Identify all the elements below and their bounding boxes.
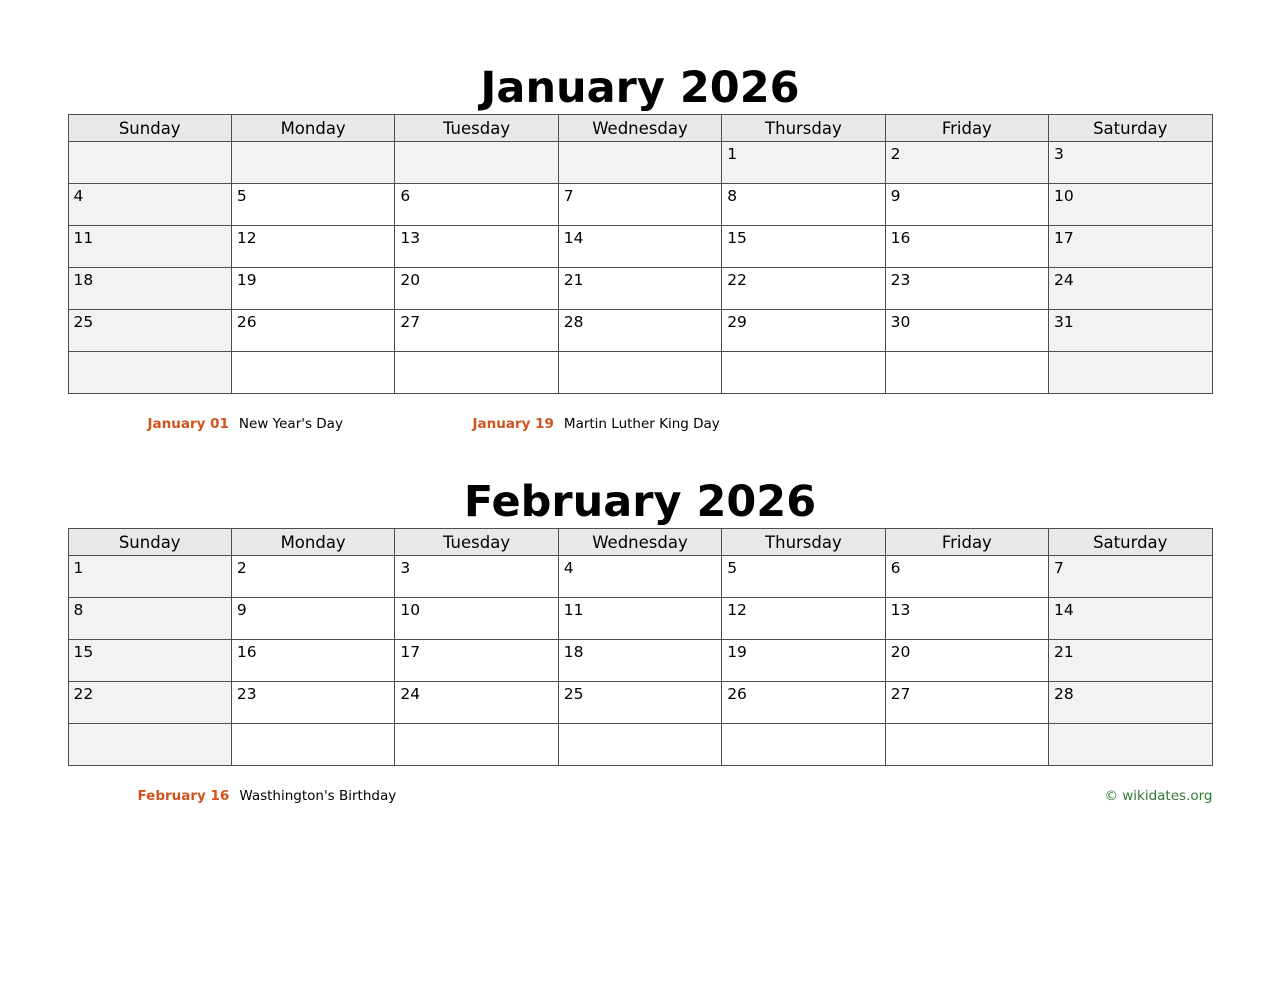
day-cell[interactable]: 21 (1049, 640, 1212, 682)
holiday-name: New Year's Day (238, 416, 343, 432)
day-cell[interactable]: 25 (68, 310, 231, 352)
day-cell[interactable] (68, 352, 231, 394)
day-cell[interactable]: 18 (558, 640, 721, 682)
calendar-wrapper-february (68, 528, 1213, 766)
day-cell[interactable]: 30 (885, 310, 1048, 352)
weekday-header-row (68, 115, 1212, 142)
calendar-week-row (68, 226, 1212, 268)
day-cell[interactable]: 6 (395, 184, 558, 226)
day-cell[interactable]: 26 (722, 682, 885, 724)
day-cell[interactable]: 28 (1049, 682, 1212, 724)
day-cell[interactable]: 16 (885, 226, 1048, 268)
day-cell[interactable]: 5 (231, 184, 394, 226)
day-cell[interactable]: 13 (395, 226, 558, 268)
day-cell[interactable]: 11 (558, 598, 721, 640)
day-cell[interactable]: 15 (722, 226, 885, 268)
day-cell[interactable]: 23 (885, 268, 1048, 310)
day-cell[interactable]: 9 (885, 184, 1048, 226)
day-cell[interactable] (885, 352, 1048, 394)
calendar-table-february (68, 528, 1213, 766)
holiday-name: Martin Luther King Day (563, 416, 720, 432)
weekday-header-saturday: Saturday (1049, 115, 1212, 142)
day-cell[interactable]: 19 (722, 640, 885, 682)
month-block-february (0, 446, 1280, 818)
day-cell[interactable]: 12 (231, 226, 394, 268)
weekday-header-sunday: Sunday (68, 529, 231, 556)
month-title-january: January 2026 (480, 63, 800, 113)
holiday-date: January 01 (147, 416, 229, 432)
holiday-entry (138, 788, 397, 804)
weekday-header-saturday: Saturday (1049, 529, 1212, 556)
calendar-week-row (68, 352, 1212, 394)
day-cell[interactable] (722, 352, 885, 394)
calendar-week-row (68, 310, 1212, 352)
day-cell[interactable]: 24 (1049, 268, 1212, 310)
holiday-date: January 19 (472, 416, 554, 432)
day-cell[interactable]: 18 (68, 268, 231, 310)
day-cell[interactable]: 19 (231, 268, 394, 310)
day-cell[interactable]: 2 (885, 142, 1048, 184)
holiday-name: Wasthington's Birthday (239, 788, 397, 804)
day-cell[interactable]: 9 (231, 598, 394, 640)
weekday-header-friday: Friday (885, 115, 1048, 142)
holiday-entry (148, 416, 343, 432)
day-cell[interactable]: 10 (395, 598, 558, 640)
day-cell[interactable] (231, 352, 394, 394)
day-cell[interactable]: 16 (231, 640, 394, 682)
day-cell[interactable]: 22 (68, 682, 231, 724)
day-cell[interactable]: 3 (395, 556, 558, 598)
calendar-week-row (68, 682, 1212, 724)
day-cell[interactable]: 17 (1049, 226, 1212, 268)
day-cell[interactable]: 24 (395, 682, 558, 724)
day-cell[interactable]: 11 (68, 226, 231, 268)
month-title-february: February 2026 (463, 477, 817, 527)
day-cell[interactable]: 21 (558, 268, 721, 310)
day-cell[interactable]: 6 (885, 556, 1048, 598)
calendar-week-row (68, 142, 1212, 184)
day-cell[interactable]: 15 (68, 640, 231, 682)
day-cell[interactable]: 1 (722, 142, 885, 184)
holiday-date: February 16 (137, 788, 230, 804)
calendar-week-row (68, 724, 1212, 766)
calendar-week-row (68, 184, 1212, 226)
day-cell[interactable]: 20 (885, 640, 1048, 682)
day-cell[interactable]: 22 (722, 268, 885, 310)
day-cell[interactable] (68, 724, 231, 766)
calendar-wrapper-january (68, 114, 1213, 394)
weekday-header-thursday: Thursday (722, 115, 885, 142)
day-cell[interactable]: 28 (558, 310, 721, 352)
day-cell[interactable] (722, 724, 885, 766)
day-cell[interactable] (885, 724, 1048, 766)
day-cell[interactable] (1049, 724, 1212, 766)
holiday-entry (473, 416, 720, 432)
day-cell[interactable] (558, 352, 721, 394)
day-cell[interactable]: 4 (68, 184, 231, 226)
weekday-header-tuesday: Tuesday (395, 115, 558, 142)
day-cell[interactable] (68, 142, 231, 184)
day-cell[interactable]: 23 (231, 682, 394, 724)
day-cell[interactable] (1049, 352, 1212, 394)
day-cell[interactable]: 20 (395, 268, 558, 310)
day-cell[interactable]: 14 (558, 226, 721, 268)
weekday-header-wednesday: Wednesday (558, 529, 721, 556)
day-cell[interactable]: 4 (558, 556, 721, 598)
day-cell[interactable]: 27 (395, 310, 558, 352)
day-cell[interactable]: 13 (885, 598, 1048, 640)
weekday-header-tuesday: Tuesday (395, 529, 558, 556)
weekday-header-sunday: Sunday (68, 115, 231, 142)
day-cell[interactable]: 17 (395, 640, 558, 682)
calendar-week-row (68, 556, 1212, 598)
calendar-table-january (68, 114, 1213, 394)
weekday-header-wednesday: Wednesday (558, 115, 721, 142)
calendar-week-row (68, 598, 1212, 640)
day-cell[interactable]: 27 (885, 682, 1048, 724)
weekday-header-thursday: Thursday (722, 529, 885, 556)
month-block-january (0, 0, 1280, 446)
day-cell[interactable]: 12 (722, 598, 885, 640)
day-cell[interactable]: 2 (231, 556, 394, 598)
holiday-legend-february (68, 766, 1213, 818)
calendar-week-row (68, 268, 1212, 310)
day-cell[interactable]: 29 (722, 310, 885, 352)
day-cell[interactable]: 25 (558, 682, 721, 724)
weekday-header-row (68, 529, 1212, 556)
day-cell[interactable]: 14 (1049, 598, 1212, 640)
day-cell[interactable] (231, 142, 394, 184)
site-credit[interactable]: © wikidates.org (1104, 788, 1213, 804)
day-cell[interactable]: 3 (1049, 142, 1212, 184)
day-cell[interactable]: 1 (68, 556, 231, 598)
weekday-header-monday: Monday (231, 529, 394, 556)
day-cell[interactable] (231, 724, 394, 766)
weekday-header-friday: Friday (885, 529, 1048, 556)
day-cell[interactable]: 7 (1049, 556, 1212, 598)
holiday-legend-january (68, 394, 1213, 446)
day-cell[interactable] (558, 142, 721, 184)
day-cell[interactable]: 26 (231, 310, 394, 352)
day-cell[interactable] (395, 142, 558, 184)
day-cell[interactable]: 10 (1049, 184, 1212, 226)
day-cell[interactable]: 8 (68, 598, 231, 640)
day-cell[interactable]: 5 (722, 556, 885, 598)
day-cell[interactable]: 8 (722, 184, 885, 226)
calendar-week-row (68, 640, 1212, 682)
day-cell[interactable] (558, 724, 721, 766)
day-cell[interactable] (395, 724, 558, 766)
weekday-header-monday: Monday (231, 115, 394, 142)
day-cell[interactable] (395, 352, 558, 394)
day-cell[interactable]: 7 (558, 184, 721, 226)
day-cell[interactable]: 31 (1049, 310, 1212, 352)
